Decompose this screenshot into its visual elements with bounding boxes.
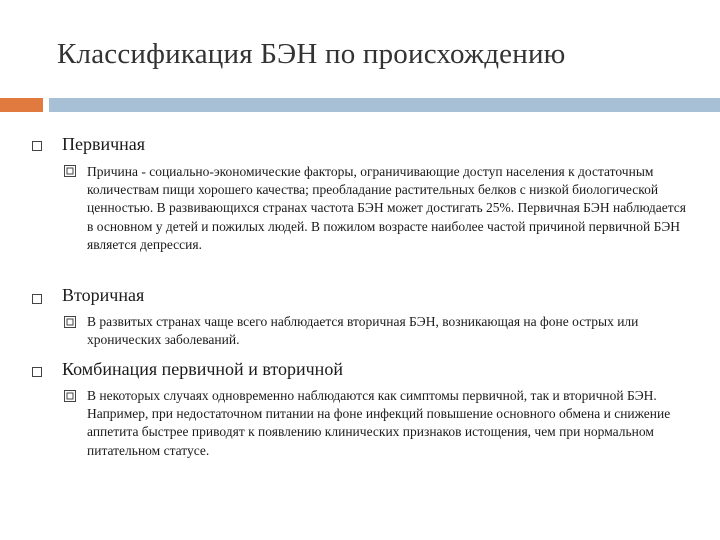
header-bar [49,98,720,112]
section-heading-secondary: Вторичная [62,285,145,305]
square-bullet-icon [32,294,42,304]
section-text-primary: Причина - социально-экономические факторы, ограничивающие доступ населения к достаточным количествам пищи хорошего качества; преобладание растительных белков с низкой биологической ценностью. В развивающихся странах частота БЭН может достигать 25%. Первичная БЭН наблюдается в основном у детей и пожилых людей. В пожилом возрасте наиболее частой причиной первичной БЭН является депрессия. [87,164,686,252]
checkbox-bullet-icon [64,316,76,328]
section-heading-combination: Комбинация первичной и вторичной [62,359,343,379]
slide-title: Классификация БЭН по происхождению [57,38,566,70]
square-bullet-icon [32,367,42,377]
accent-bar [0,98,43,112]
square-bullet-icon [32,141,42,151]
checkbox-bullet-icon [64,165,76,177]
section-text-combination: В некоторых случаях одновременно наблюдаются как симптомы первичной, так и вторичной БЭН. Например, при недостаточном питании на фоне инфекций повышение основного обмена и снижение аппетита быстрее приводят к появлению клинических признаков истощения, чем при нормальном питательном статусе. [87,388,671,458]
section-heading-primary: Первичная [62,134,146,154]
checkbox-bullet-icon [64,390,76,402]
section-text-secondary: В развитых странах чаще всего наблюдается вторичная БЭН, возникающая на фоне острых или хронических заболеваний. [87,314,639,348]
